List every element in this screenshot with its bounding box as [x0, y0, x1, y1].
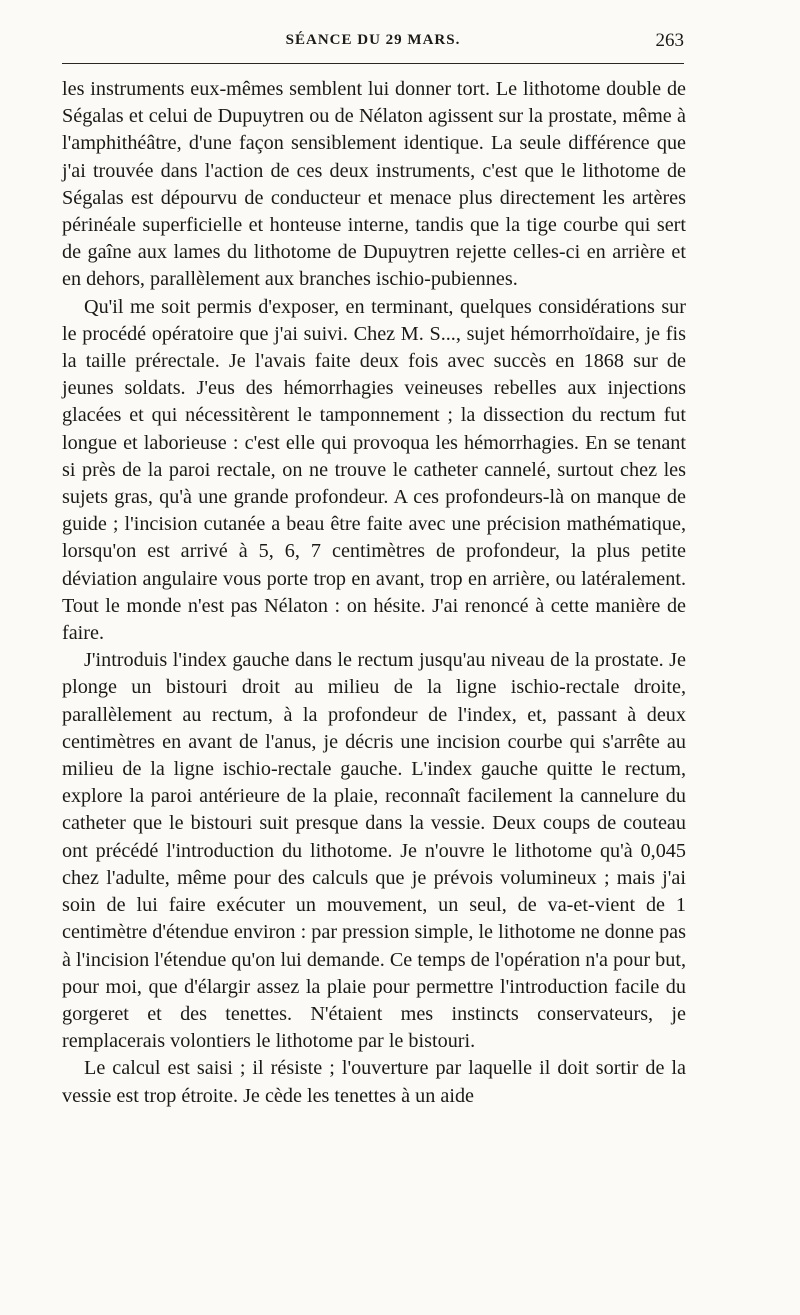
paragraph-technique: J'introduis l'index gauche dans le rectum jusqu'au niveau de la prostate. Je plonge un bistouri droit au milieu de la ligne ischio-rectale droite, parallèlement au rectum, à la profondeur de l'index, et, passant à deux centimètres en avant de l'anus, je décris une incision courbe qui s'arrête au milieu de la ligne ischio-rectale gauche. L'index gauche quitte le rectum, explore la paroi antérieure de la plaie, reconnaît facilement la cannelure du catheter que le bistouri suit presque dans la vessie. Deux coups de couteau ont précédé l'introduction du lithotome. Je n'ouvre le lithotome qu'à 0,045 chez l'adulte, même pour des calculs que je prévois volumineux ; mais j'ai soin de lui faire exécuter un mouvement, un seul, de va-et-vient de 1 centimètre d'étendue environ : par pression simple, le lithotome ne donne pas à l'incision l'étendue qu'on lui demande. Ce temps de l'opération n'a pour but, pour moi, que d'élargir assez la plaie pour permettre l'introduction facile du gorgeret et des tenettes. N'étaient mes instincts conservateurs, je remplacerais volontiers le lithotome par le bistouri.: [62, 649, 686, 1053]
header-rule: [62, 63, 684, 64]
paragraph-continuation: les instruments eux-mêmes semblent lui donner tort. Le lithotome double de Ségalas et celui de Dupuytren ou de Nélaton agissent sur la prostate, même à l'amphithéâtre, d'une façon sensiblement identique. La seule différence que j'ai trouvée dans l'action de ces deux instruments, c'est que le lithotome de Ségalas est dépourvu de conducteur et menace plus directement les artères périnéale superficielle et honteuse interne, tandis que la tige courbe qui sert de gaîne aux lames du lithotome de Dupuytren rejette celles-ci en arrière et en dehors, parallèlement aux branches ischio-pubiennes.: [62, 78, 686, 291]
body-text: [62, 76, 686, 1110]
paragraph-calculus: Le calcul est saisi ; il résiste ; l'ouverture par laquelle il doit sortir de la vessie est trop étroite. Je cède les tenettes à un aide: [62, 1057, 686, 1107]
page-number: 263: [655, 30, 684, 51]
running-title: SÉANCE DU 29 MARS.: [285, 32, 461, 48]
page-header: [62, 28, 684, 58]
paragraph-procedure: Qu'il me soit permis d'exposer, en terminant, quelques considérations sur le procédé opératoire que j'ai suivi. Chez M. S..., sujet hémorrhoïdaire, je fis la taille prérectale. Je l'avais faite deux fois avec succès en 1868 sur de jeunes soldats. J'eus des hémorrhagies veineuses rebelles aux injections glacées et qui nécessitèrent le tamponnement ; la dissection du rectum fut longue et laborieuse : c'est elle qui provoqua les hémorrhagies. En se tenant si près de la paroi rectale, on ne trouve le catheter cannelé, surtout chez les sujets gras, qu'à une grande profondeur. A ces profondeurs-là on manque de guide ; l'incision cutanée a beau être faite avec une précision mathématique, lorsqu'on est arrivé à 5, 6, 7 centimètres de profondeur, la plus petite déviation angulaire vous porte trop en avant, trop en arrière, ou latéralement. Tout le monde n'est pas Nélaton : on hésite. J'ai renoncé à cette manière de faire.: [62, 295, 686, 645]
